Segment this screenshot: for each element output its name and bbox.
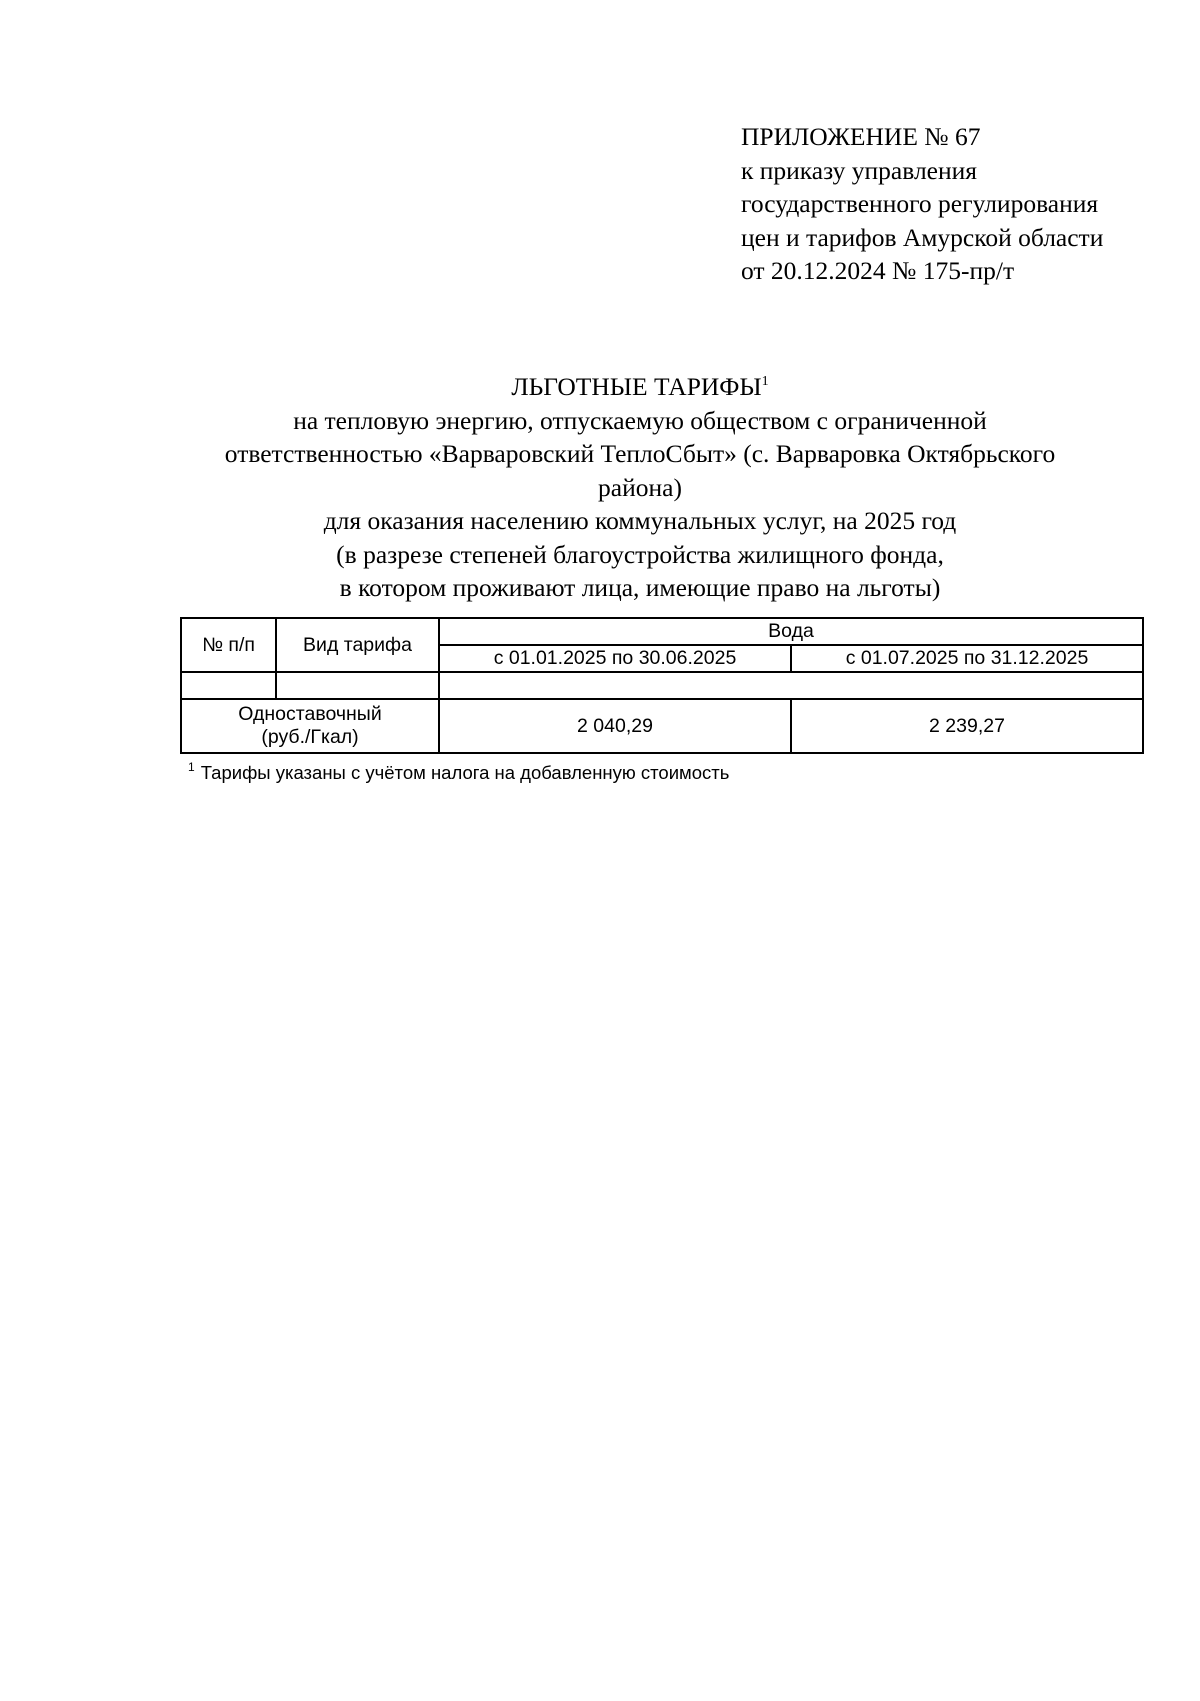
document-title [180,370,1100,605]
header-number: № п/п [181,618,276,672]
appendix-line-authority: государственного регулирования [741,189,1099,218]
row-value-period-1: 2 040,29 [439,699,791,753]
header-period-2: с 01.07.2025 по 31.12.2025 [791,645,1143,672]
footnote-mark: 1 [188,760,195,774]
tariff-table [180,617,1144,754]
title-main: ЛЬГОТНЫЕ ТАРИФЫ$^1$ [511,372,769,401]
title-line-4: для оказания населению коммунальных услуг, на 2025 год [323,506,957,535]
empty-cell [276,672,439,699]
appendix-line-date: от 20.12.2024 № 175-пр/т [741,256,1015,285]
appendix-line-order: к приказу управления [741,155,978,185]
title-footnote-mark: 1 [761,374,769,389]
table-empty-row [181,672,1143,699]
appendix-line-region: цен и тарифов Амурской области [741,222,1104,252]
empty-cell [181,672,276,699]
row-value-period-2: 2 239,27 [791,699,1143,753]
table-header-row [181,618,1143,645]
appendix-number: ПРИЛОЖЕНИЕ № 67 [741,122,981,151]
footnote-text: Тарифы указаны с учётом налога на добавленную стоимость [200,762,730,783]
header-water: Вода [439,618,1143,645]
footnote [188,762,729,784]
header-period-1: с 01.01.2025 по 30.06.2025 [439,645,791,672]
header-tariff-type: Вид тарифа [276,618,439,672]
appendix-heading [741,120,1103,288]
title-line-5: (в разрезе степеней благоустройства жилищного фонда, [336,539,944,569]
title-line-6: в котором проживают лица, имеющие право на льготы) [339,573,941,602]
title-line-3: района) [598,472,682,502]
row-label: Одноставочный (руб./Гкал) [181,699,439,753]
empty-cell [439,672,1143,699]
title-line-2: ответственностью «Варваровский ТеплоСбыт» (с. Варваровка Октябрьского [224,439,1056,468]
title-line-1: на тепловую энергию, отпускаемую обществом с ограниченной [293,405,987,435]
table-row [181,699,1143,753]
